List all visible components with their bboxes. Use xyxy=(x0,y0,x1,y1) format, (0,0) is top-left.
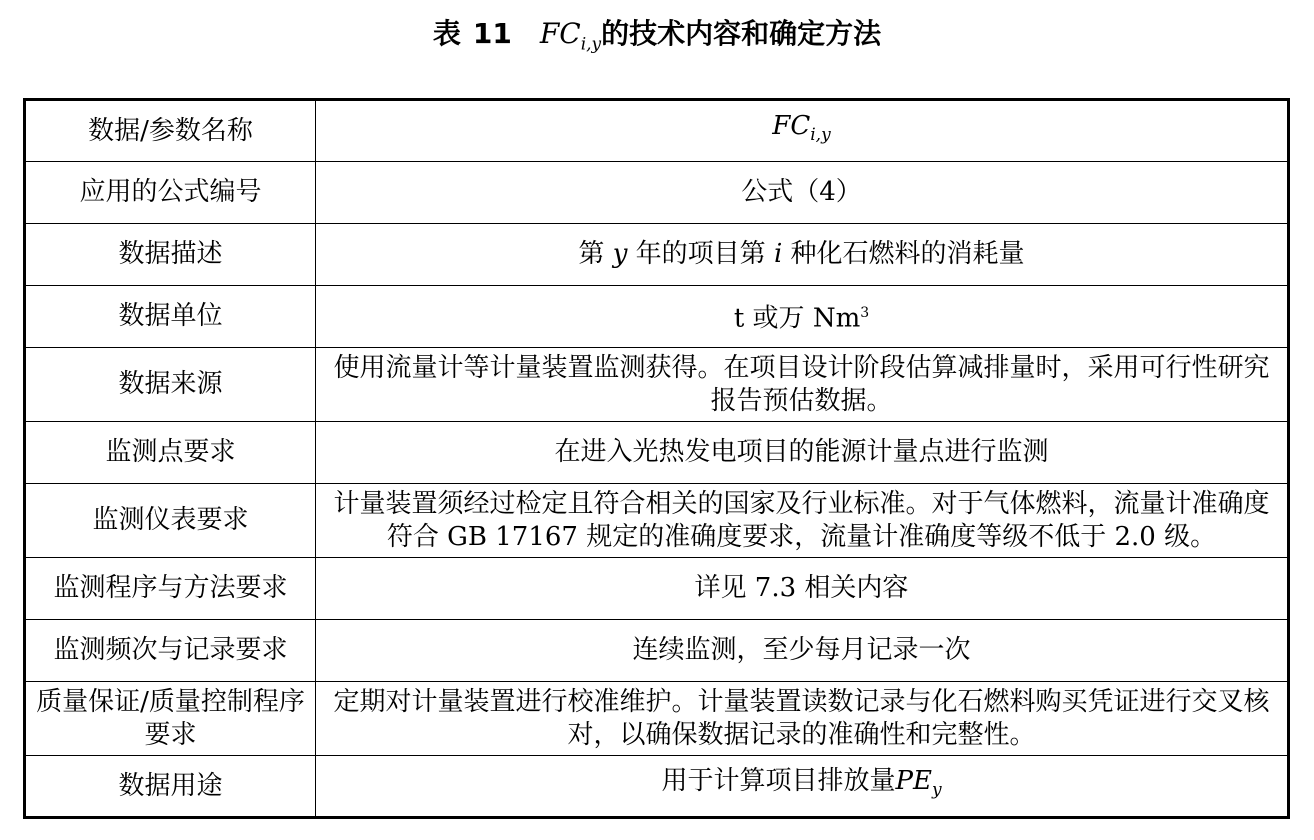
table-row xyxy=(25,484,1289,558)
symbol-base: PE xyxy=(895,765,932,796)
table-title-prefix: 表 xyxy=(432,17,461,50)
row-label: 数据描述 xyxy=(25,224,316,286)
table-title xyxy=(0,14,1314,54)
row-label: 应用的公式编号 xyxy=(25,162,316,224)
text-part: 第 xyxy=(578,239,605,269)
row-label: 监测程序与方法要求 xyxy=(25,558,316,620)
table-row xyxy=(25,286,1289,348)
row-value xyxy=(316,100,1289,162)
row-label: 数据用途 xyxy=(25,756,316,818)
table-row xyxy=(25,162,1289,224)
row-label: 数据单位 xyxy=(25,286,316,348)
variable-symbol xyxy=(895,765,942,801)
table-row xyxy=(25,348,1289,422)
table-title-symbol xyxy=(539,17,602,55)
row-value: 在进入光热发电项目的能源计量点进行监测 xyxy=(316,422,1289,484)
table-row xyxy=(25,558,1289,620)
row-value: 详见 7.3 相关内容 xyxy=(316,558,1289,620)
row-value: 定期对计量装置进行校准维护。计量装置读数记录与化石燃料购买凭证进行交叉核对，以确保数据记录的准确性和完整性。 xyxy=(316,682,1289,756)
text-part: 种化石燃料的消耗量 xyxy=(790,239,1025,269)
row-label: 质量保证/质量控制程序要求 xyxy=(25,682,316,756)
unit-superscript: 3 xyxy=(860,305,870,322)
row-value: 公式（4） xyxy=(316,162,1289,224)
symbol-subscript: y xyxy=(931,780,942,801)
text-part: 用于计算项目排放量 xyxy=(661,765,896,796)
variable-symbol: i xyxy=(773,239,783,269)
row-label: 数据/参数名称 xyxy=(25,100,316,162)
row-value: 连续监测，至少每月记录一次 xyxy=(316,620,1289,682)
symbol-base: FC xyxy=(772,110,811,141)
row-value xyxy=(316,756,1289,818)
table-row xyxy=(25,422,1289,484)
table-row xyxy=(25,682,1289,756)
variable-symbol: y xyxy=(612,239,628,269)
parameter-table xyxy=(23,98,1290,819)
row-label: 监测频次与记录要求 xyxy=(25,620,316,682)
symbol-subscript: i,y xyxy=(580,34,602,55)
symbol-subscript: i,y xyxy=(810,125,831,146)
row-label: 数据来源 xyxy=(25,348,316,422)
row-label: 监测仪表要求 xyxy=(25,484,316,558)
table-row xyxy=(25,224,1289,286)
table-number: 11 xyxy=(472,17,512,50)
row-value: 使用流量计等计量装置监测获得。在项目设计阶段估算减排量时，采用可行性研究报告预估数据。 xyxy=(316,348,1289,422)
unit-text: t 或万 Nm xyxy=(733,303,861,334)
table-row xyxy=(25,756,1289,818)
row-value xyxy=(316,286,1289,348)
table-title-suffix: 的技术内容和确定方法 xyxy=(601,17,882,50)
row-label: 监测点要求 xyxy=(25,422,316,484)
table-row xyxy=(25,100,1289,162)
symbol-base: FC xyxy=(539,17,581,50)
row-value xyxy=(316,224,1289,286)
parameter-symbol xyxy=(772,110,831,146)
row-value: 计量装置须经过检定且符合相关的国家及行业标准。对于气体燃料，流量计准确度符合 GB 17167 规定的准确度要求，流量计准确度等级不低于 2.0 级。 xyxy=(316,484,1289,558)
table-row xyxy=(25,620,1289,682)
text-part: 年的项目第 xyxy=(635,239,766,269)
